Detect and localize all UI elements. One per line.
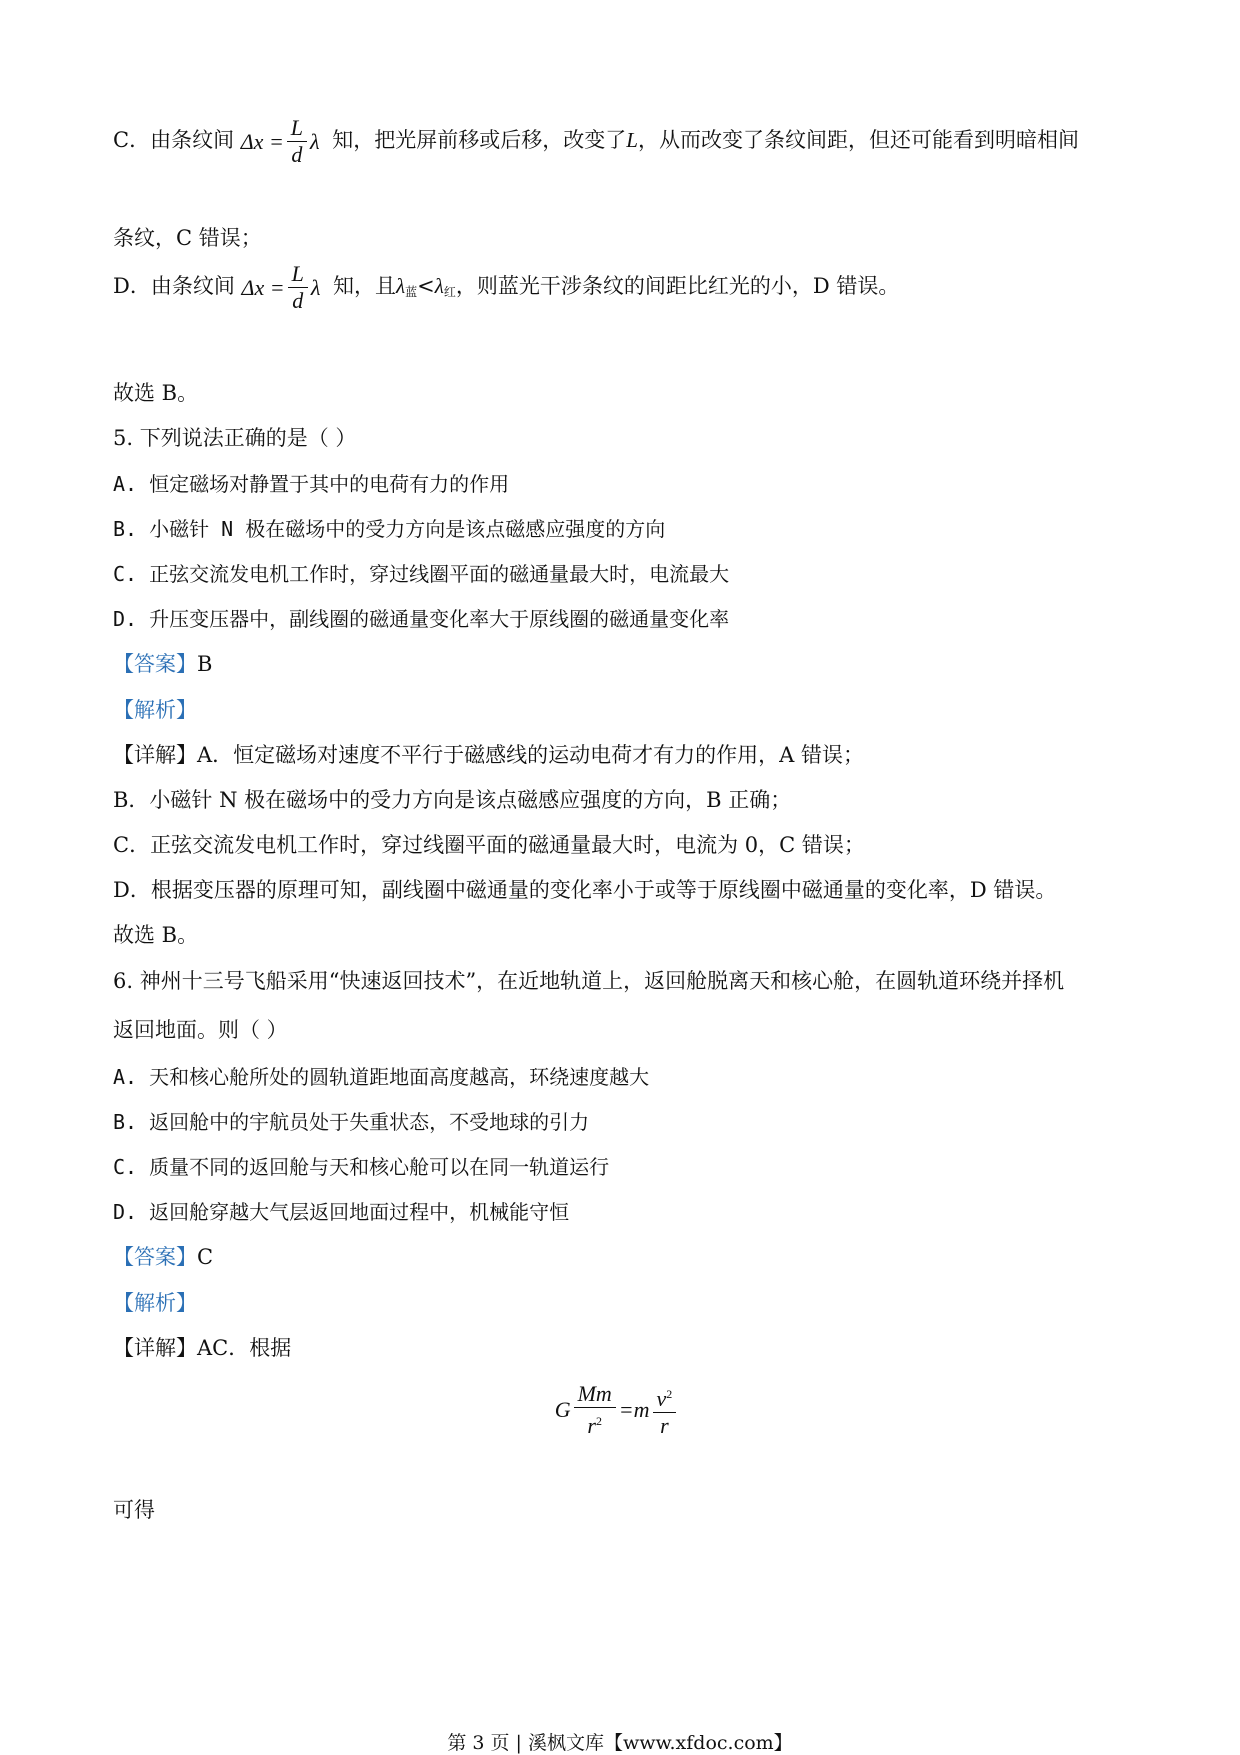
question-5-analysis-tag: 【解析】 bbox=[113, 698, 197, 722]
numerator: L bbox=[291, 261, 304, 286]
explanation-c-line1 bbox=[113, 116, 1079, 167]
text: 知，且 bbox=[333, 274, 397, 298]
numerator: Mm bbox=[577, 1381, 612, 1406]
answer-tag: 【答案】 bbox=[113, 652, 197, 676]
page-footer: 第 3 页 | 溪枫文库【www.xfdoc.com】 bbox=[447, 1732, 793, 1754]
equals-m: =m bbox=[618, 1397, 650, 1422]
fraction-mm-over-r2 bbox=[574, 1382, 616, 1438]
var-l: L bbox=[626, 128, 638, 152]
conclusion-b-2: 故选 B。 bbox=[113, 923, 199, 947]
question-5-detail-c: C．正弦交流发电机工作时，穿过线圈平面的磁通量最大时，电流为 0，C 错误； bbox=[113, 833, 865, 857]
gravity-constant: G bbox=[554, 1397, 571, 1422]
numerator bbox=[653, 1382, 677, 1412]
formula-gravitation-body bbox=[555, 1382, 680, 1438]
answer-value: B bbox=[197, 652, 213, 676]
text: ，则蓝光干涉条纹的间距比红光的小，D 错误。 bbox=[455, 274, 900, 298]
numerator: L bbox=[290, 115, 304, 140]
formula-fringe-spacing-d bbox=[242, 262, 321, 313]
denominator: r bbox=[660, 1413, 669, 1438]
less-than: < bbox=[417, 274, 435, 298]
question-6-title: 6. 神州十三号飞船采用“快速返回技术”，在近地轨道上，返回舱脱离天和核心舱，在圆轨道环绕并择机 bbox=[113, 969, 1065, 993]
lambda: λ bbox=[310, 274, 321, 300]
question-6-detail-ac bbox=[113, 1332, 291, 1362]
text: ，从而改变了条纹间距，但还可能看到明暗相间 bbox=[637, 128, 1079, 152]
lambda-blue: λ bbox=[396, 274, 406, 298]
answer-value: C bbox=[197, 1245, 214, 1269]
question-5-option-d: D. 升压变压器中，副线圈的磁通量变化率大于原线圈的磁通量变化率 bbox=[113, 607, 730, 631]
delta-x: Δx = bbox=[240, 128, 284, 154]
answer-tag: 【答案】 bbox=[113, 1245, 197, 1269]
detail-tag: 【详解】 bbox=[113, 1336, 197, 1360]
explanation-d-line bbox=[113, 262, 899, 313]
denominator: d bbox=[291, 142, 303, 167]
text: C．由条纹间 bbox=[113, 128, 235, 152]
question-5-title: 5. 下列说法正确的是（ ） bbox=[113, 426, 357, 450]
question-5-option-b: B. 小磁针 N 极在磁场中的受力方向是该点磁感应强度的方向 bbox=[113, 517, 666, 541]
question-5-detail-d: D．根据变压器的原理可知，副线圈中磁通量的变化率小于或等于原线圈中磁通量的变化率，D 错误。 bbox=[113, 878, 1057, 902]
detail-tag: 【详解】 bbox=[113, 743, 197, 767]
radius: r bbox=[587, 1413, 596, 1438]
text: 知，把光屏前移或后移，改变了 bbox=[332, 128, 627, 152]
subscript-red: 红 bbox=[443, 285, 456, 299]
text: D．由条纹间 bbox=[113, 274, 235, 298]
kede-text: 可得 bbox=[113, 1498, 155, 1522]
question-6-option-a: A. 天和核心舱所处的圆轨道距地面高度越高，环绕速度越大 bbox=[113, 1065, 650, 1089]
denominator bbox=[583, 1408, 606, 1438]
text: A．恒定磁场对速度不平行于磁感线的运动电荷才有力的作用，A 错误； bbox=[197, 743, 865, 767]
fraction-v2-over-r bbox=[653, 1382, 677, 1438]
lambda-red: λ bbox=[434, 274, 444, 298]
question-5-option-a: A. 恒定磁场对静置于其中的电荷有力的作用 bbox=[113, 472, 510, 496]
question-6-title-cont: 返回地面。则（ ） bbox=[113, 1018, 288, 1042]
velocity: v bbox=[656, 1386, 667, 1411]
question-5-detail-a bbox=[113, 739, 864, 769]
explanation-c-line2: 条纹，C 错误； bbox=[113, 226, 262, 250]
subscript-blue: 蓝 bbox=[405, 285, 418, 299]
denominator: d bbox=[292, 288, 304, 313]
question-6-option-c: C. 质量不同的返回舱与天和核心舱可以在同一轨道运行 bbox=[113, 1155, 610, 1179]
question-6-analysis-tag: 【解析】 bbox=[113, 1291, 197, 1315]
formula-gravitation bbox=[0, 1382, 1240, 1438]
formula-fringe-spacing-c bbox=[241, 116, 320, 167]
exponent: 2 bbox=[595, 1414, 602, 1428]
conclusion-b-1: 故选 B。 bbox=[113, 381, 199, 405]
fraction-l-over-d bbox=[287, 116, 307, 167]
question-5-answer bbox=[113, 648, 212, 678]
lambda: λ bbox=[310, 128, 320, 154]
text: AC．根据 bbox=[197, 1336, 292, 1360]
question-6-option-d: D. 返回舱穿越大气层返回地面过程中，机械能守恒 bbox=[113, 1200, 570, 1224]
question-5-option-c: C. 正弦交流发电机工作时，穿过线圈平面的磁通量最大时，电流最大 bbox=[113, 562, 730, 586]
delta-x: Δx = bbox=[241, 274, 285, 300]
question-5-detail-b: B．小磁针 N 极在磁场中的受力方向是该点磁感应强度的方向，B 正确； bbox=[113, 788, 792, 812]
question-6-answer bbox=[113, 1241, 213, 1271]
exponent: 2 bbox=[666, 1387, 673, 1401]
fraction-l-over-d bbox=[288, 262, 308, 313]
question-6-option-b: B. 返回舱中的宇航员处于失重状态，不受地球的引力 bbox=[113, 1110, 590, 1134]
